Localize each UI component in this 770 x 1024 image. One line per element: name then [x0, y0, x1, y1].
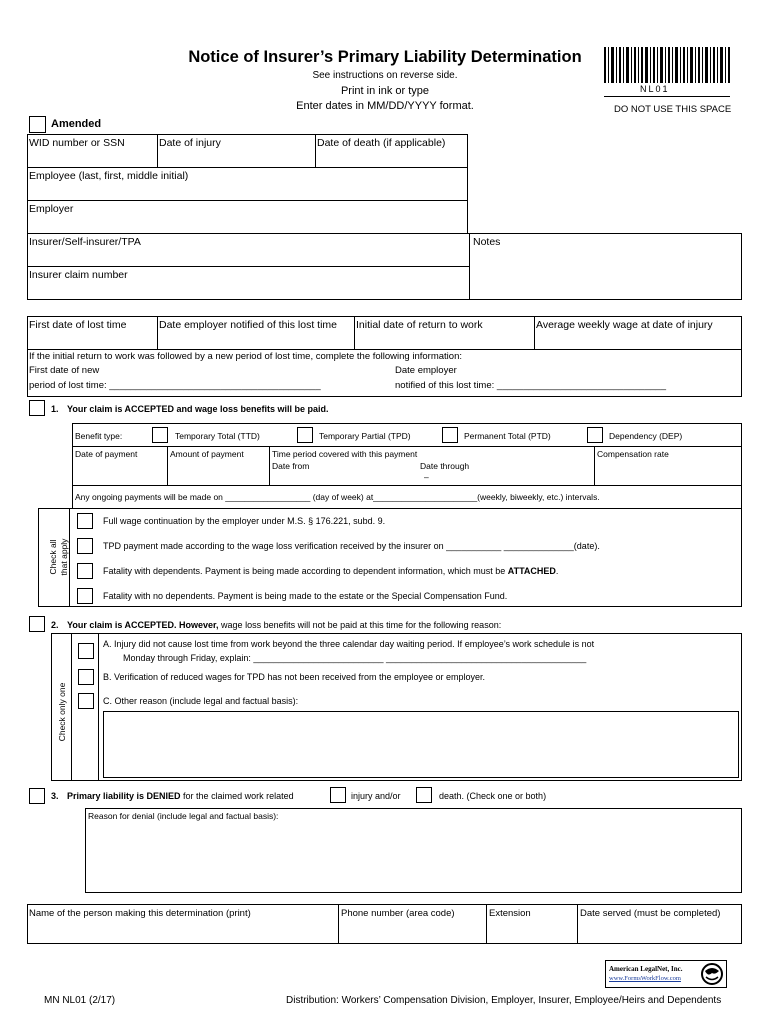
section3-title-bold: Primary liability is DENIED: [67, 791, 181, 801]
new-period-instructions: If the initial return to work was followed by a new period of lost time, complete the following information:: [29, 351, 462, 362]
section2-checkbox[interactable]: [29, 616, 45, 632]
barcode-bars: [604, 47, 730, 83]
injury-label: injury and/or: [351, 791, 401, 801]
legalnet-logo-url[interactable]: www.FormsWorkFlow.com: [609, 975, 681, 982]
section2-number: 2.: [51, 620, 59, 630]
benefit-type-label: Benefit type:: [75, 431, 123, 441]
option-c-checkbox[interactable]: [78, 693, 94, 709]
avg-wage-label: Average weekly wage at date of injury: [536, 319, 713, 331]
dep-label: Dependency (DEP): [609, 431, 683, 441]
ptd-label: Permanent Total (PTD): [464, 431, 551, 441]
section2-title-bold: Your claim is ACCEPTED. However,: [67, 620, 219, 630]
new-period-label-1: First date of new: [29, 365, 100, 376]
fatality-dependents-text: Fatality with dependents. Payment is being made according to dependent information, which must be: [103, 566, 508, 576]
emp-notified-label-2[interactable]: notified of this lost time: ________________________________: [395, 380, 666, 391]
section1-title: Your claim is ACCEPTED and wage loss benefits will be paid.: [67, 404, 329, 414]
option-a-label-1: A. Injury did not cause lost time from work beyond the three calendar day waiting period. If employee’s work schedule is not: [103, 639, 595, 649]
employer-field[interactable]: [27, 200, 468, 234]
tpd-checkbox[interactable]: [297, 427, 313, 443]
section2-title: [67, 620, 501, 630]
death-checkbox[interactable]: [416, 787, 432, 803]
check-all-label-1: Check all: [48, 539, 58, 575]
tpd-payment-label: TPD payment made according to the wage loss verification received by the insurer on ___________ ______________(date).: [103, 541, 600, 551]
section3-checkbox[interactable]: [29, 788, 45, 804]
emp-notified-label-1: Date employer: [395, 365, 457, 376]
phone-label: Phone number (area code): [341, 908, 455, 919]
initial-return-label: Initial date of return to work: [356, 319, 483, 331]
date-of-death-label: Date of death (if applicable): [317, 137, 446, 149]
death-label: death. (Check one or both): [439, 791, 547, 801]
date-from-label: Date from: [272, 461, 310, 471]
section1-number: 1.: [51, 404, 59, 414]
fatality-dependents-label: [103, 566, 558, 576]
ptd-checkbox[interactable]: [442, 427, 458, 443]
distribution-note: Distribution: Workers’ Compensation Division, Employer, Insurer, Employee/Heirs and Dependents: [286, 995, 722, 1006]
option-a-checkbox[interactable]: [78, 643, 94, 659]
notes-label: Notes: [473, 236, 501, 248]
do-not-use-label: DO NOT USE THIS SPACE: [614, 104, 732, 115]
other-reason-field[interactable]: [103, 711, 739, 778]
wid-label: WID number or SSN: [29, 137, 125, 149]
instructions-note: See instructions on reverse side.: [312, 70, 458, 81]
section3-title-rest: for the claimed work related: [180, 791, 294, 801]
date-notified-label: Date employer notified of this lost time: [159, 319, 337, 331]
form-title: Notice of Insurer’s Primary Liability Determination: [188, 48, 582, 66]
option-b-label: B. Verification of reduced wages for TPD has not been received from the employee or employer.: [103, 672, 486, 682]
amount-of-payment-label: Amount of payment: [170, 449, 244, 459]
extension-label: Extension: [489, 908, 531, 919]
fatality-no-dependents-label: Fatality with no dependents. Payment is being made to the estate or the Special Compensation Fund.: [103, 591, 508, 601]
ongoing-payments-text[interactable]: Any ongoing payments will be made on __________________ (day of week) at______________________(weekly, biweekly, etc.) intervals.: [75, 492, 600, 502]
check-only-one-label: Check only one: [57, 682, 67, 742]
barcode: [604, 47, 730, 83]
amended-checkbox[interactable]: [29, 116, 46, 133]
section2-title-rest: wage loss benefits will not be paid at this time for the following reason:: [218, 620, 502, 630]
tpd-payment-checkbox[interactable]: [77, 538, 93, 554]
option-b-checkbox[interactable]: [78, 669, 94, 685]
option-a-label-2[interactable]: Monday through Friday, explain: __________________________ ________________________________________: [123, 653, 587, 663]
fatality-no-dependents-checkbox[interactable]: [77, 588, 93, 604]
section1-checkbox[interactable]: [29, 400, 45, 416]
notes-field[interactable]: [469, 233, 742, 300]
date-format-note: Enter dates in MM/DD/YYYY format.: [296, 100, 474, 112]
employer-label: Employer: [29, 203, 74, 215]
insurer-label: Insurer/Self-insurer/TPA: [29, 236, 141, 248]
employee-label: Employee (last, first, middle initial): [29, 170, 189, 182]
full-wage-checkbox[interactable]: [77, 513, 93, 529]
fatality-dependents-checkbox[interactable]: [77, 563, 93, 579]
ttd-checkbox[interactable]: [152, 427, 168, 443]
claim-number-label: Insurer claim number: [29, 269, 128, 281]
date-of-injury-label: Date of injury: [159, 137, 221, 149]
legalnet-logo-name: American LegalNet, Inc.: [609, 965, 683, 973]
determiner-name-label: Name of the person making this determination (print): [29, 908, 251, 919]
date-of-payment-label: Date of payment: [75, 449, 138, 459]
section3-number: 3.: [51, 791, 59, 801]
check-all-label-2: that apply: [59, 538, 69, 576]
tpd-label: Temporary Partial (TPD): [319, 431, 411, 441]
fatality-dependents-attached: ATTACHED: [507, 566, 556, 576]
form-id: MN NL01 (2/17): [44, 995, 116, 1006]
option-c-label: C. Other reason (include legal and factual basis):: [103, 696, 299, 706]
first-lost-time-label: First date of lost time: [29, 319, 127, 331]
fatality-dependents-period: .: [555, 566, 559, 576]
dep-checkbox[interactable]: [587, 427, 603, 443]
barcode-underline: [604, 96, 730, 97]
injury-checkbox[interactable]: [330, 787, 346, 803]
full-wage-label: Full wage continuation by the employer under M.S. § 176.221, subd. 9.: [103, 516, 386, 526]
period-covered-label: Time period covered with this payment: [272, 449, 418, 459]
section3-title: [67, 791, 294, 801]
date-served-label: Date served (must be completed): [580, 908, 721, 919]
comp-rate-label: Compensation rate: [597, 449, 669, 459]
amended-label: Amended: [51, 118, 102, 130]
barcode-code: NL01: [640, 84, 670, 94]
new-period-label-2[interactable]: period of lost time: ________________________________________: [29, 380, 321, 391]
print-note: Print in ink or type: [340, 85, 430, 97]
legalnet-globe-icon: [700, 962, 724, 986]
ttd-label: Temporary Total (TTD): [175, 431, 260, 441]
date-through-label: Date through: [420, 461, 470, 471]
date-range-dash: –: [424, 472, 429, 482]
reason-for-denial-label: Reason for denial (include legal and factual basis):: [88, 811, 279, 821]
